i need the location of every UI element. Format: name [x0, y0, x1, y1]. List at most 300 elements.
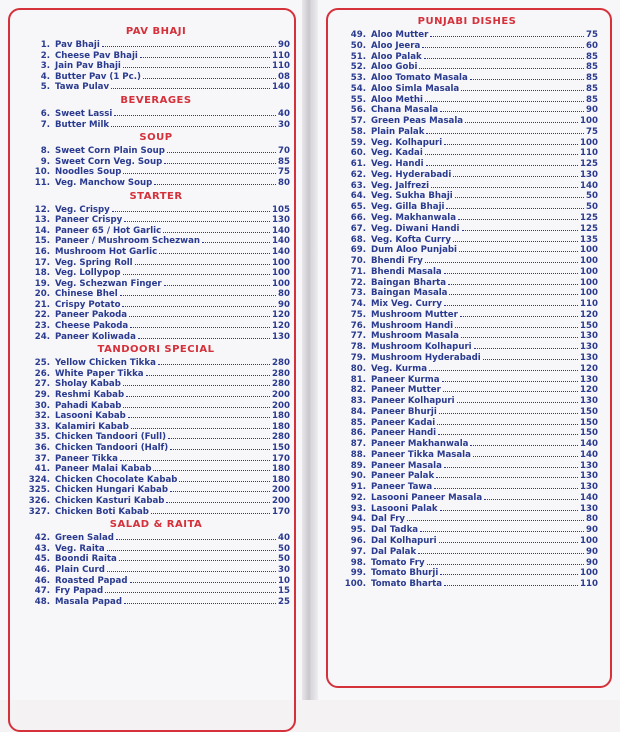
item-number: 67. [336, 224, 366, 235]
item-number: 96. [336, 536, 366, 547]
right-menu-column [336, 14, 598, 590]
menu-item [336, 331, 598, 342]
dot-leader [163, 232, 270, 233]
dot-leader [440, 574, 578, 575]
item-price: 50 [586, 202, 598, 213]
item-number: 5. [22, 82, 50, 93]
item-number: 75. [336, 310, 366, 321]
dot-leader [457, 402, 578, 403]
section-heading-starter: STARTER [22, 189, 290, 205]
item-name: Paneer Makhanwala [366, 439, 468, 450]
item-price: 85 [586, 95, 598, 106]
item-name: Kalamiri Kabab [50, 422, 129, 433]
item-price: 90 [278, 40, 290, 51]
item-number: 49. [336, 30, 366, 41]
dot-leader [154, 184, 276, 185]
item-number: 65. [336, 202, 366, 213]
dot-leader [453, 241, 578, 242]
dot-leader [465, 122, 578, 123]
item-name: Mushroom Handi [366, 321, 453, 332]
dot-leader [443, 391, 578, 392]
item-name: Veg. Makhanwala [366, 213, 456, 224]
menu-item [22, 120, 290, 131]
item-number: 60. [336, 148, 366, 159]
item-name: Chicken Chocolate Kabab [50, 475, 177, 486]
dot-leader [419, 68, 584, 69]
dot-leader [430, 36, 584, 37]
menu-item [22, 464, 290, 475]
item-price: 280 [272, 432, 290, 443]
menu-item [22, 268, 290, 279]
item-name: Lasooni Palak [366, 504, 438, 515]
menu-item [336, 547, 598, 558]
dot-leader [158, 364, 270, 365]
dot-leader [120, 295, 276, 296]
item-name: Butter Milk [50, 120, 109, 131]
dot-leader [449, 294, 578, 295]
item-name: Chicken Tandoori (Full) [50, 432, 166, 443]
menu-item [336, 504, 598, 515]
dot-leader [170, 491, 270, 492]
menu-item [336, 558, 598, 569]
item-number: 87. [336, 439, 366, 450]
menu-item [22, 82, 290, 93]
item-number: 18. [22, 268, 50, 279]
item-price: 130 [580, 353, 598, 364]
menu-item [336, 62, 598, 73]
item-price: 90 [586, 105, 598, 116]
item-name: Paneer Tikka [50, 454, 118, 465]
item-price: 40 [278, 109, 290, 120]
item-price: 100 [272, 279, 290, 290]
menu-item [22, 178, 290, 189]
item-name: Green Salad [50, 533, 114, 544]
menu-item [336, 52, 598, 63]
item-name: Paneer Palak [366, 471, 434, 482]
item-number: 52. [336, 62, 366, 73]
dot-leader [484, 499, 578, 500]
menu-item [336, 385, 598, 396]
menu-item [22, 321, 290, 332]
menu-item [336, 321, 598, 332]
menu-item [22, 226, 290, 237]
item-number: 66. [336, 213, 366, 224]
item-price: 100 [580, 267, 598, 278]
item-price: 120 [580, 310, 598, 321]
item-price: 100 [580, 536, 598, 547]
dot-leader [123, 67, 270, 68]
item-number: 22. [22, 310, 50, 321]
dot-leader [439, 413, 578, 414]
dot-leader [128, 417, 270, 418]
item-name: Veg. Sukha Bhaji [366, 191, 453, 202]
item-number: 14. [22, 226, 50, 237]
menu-item [336, 30, 598, 41]
menu-item [336, 95, 598, 106]
menu-item [22, 496, 290, 507]
item-number: 91. [336, 482, 366, 493]
item-number: 50. [336, 41, 366, 52]
item-number: 100. [336, 579, 366, 590]
item-name: Paneer 65 / Hot Garlic [50, 226, 161, 237]
dot-leader [124, 603, 276, 604]
item-price: 100 [272, 258, 290, 269]
item-name: Mushroom Kolhapuri [366, 342, 472, 353]
item-name: Aloo Palak [366, 52, 422, 63]
dot-leader [462, 230, 579, 231]
item-number: 81. [336, 375, 366, 386]
item-price: 10 [278, 576, 290, 587]
item-price: 70 [278, 146, 290, 157]
item-name: Chicken Hungari Kabab [50, 485, 168, 496]
menu-item [22, 146, 290, 157]
item-number: 29. [22, 390, 50, 401]
item-price: 85 [586, 73, 598, 84]
item-name: Paneer Masala [366, 461, 442, 472]
dot-leader [140, 57, 270, 58]
item-number: 59. [336, 138, 366, 149]
menu-item [22, 258, 290, 269]
menu-item [22, 507, 290, 518]
menu-item [22, 61, 290, 72]
item-number: 17. [22, 258, 50, 269]
item-name: Green Peas Masala [366, 116, 463, 127]
item-price: 50 [586, 191, 598, 202]
item-number: 1. [22, 40, 50, 51]
menu-item [336, 428, 598, 439]
dot-leader [105, 592, 276, 593]
item-name: Paneer Koliwada [50, 332, 136, 343]
item-name: Sweet Corn Plain Soup [50, 146, 165, 157]
dot-leader [483, 359, 578, 360]
item-price: 125 [580, 213, 598, 224]
item-number: 48. [22, 597, 50, 608]
menu-item [22, 167, 290, 178]
dot-leader [123, 173, 276, 174]
item-name: Mushroom Mutter [366, 310, 458, 321]
item-price: 140 [272, 236, 290, 247]
dot-leader [120, 460, 270, 461]
dot-leader [444, 585, 578, 586]
menu-item [22, 379, 290, 390]
item-name: Plain Curd [50, 565, 105, 576]
left-menu-column [22, 24, 290, 607]
item-name: Aloo Methi [366, 95, 423, 106]
dot-leader [129, 316, 270, 317]
item-price: 150 [580, 407, 598, 418]
item-name: White Paper Tikka [50, 369, 144, 380]
dot-leader [135, 264, 270, 265]
menu-item [336, 342, 598, 353]
item-name: Sweet Corn Veg. Soup [50, 157, 162, 168]
menu-item [336, 224, 598, 235]
item-name: Dal Palak [366, 547, 416, 558]
item-name: Sweet Lassi [50, 109, 112, 120]
item-number: 63. [336, 181, 366, 192]
dot-leader [123, 274, 271, 275]
item-price: 125 [580, 159, 598, 170]
dot-leader [429, 370, 578, 371]
item-number: 85. [336, 418, 366, 429]
item-name: Lasooni Kabab [50, 411, 126, 422]
item-number: 82. [336, 385, 366, 396]
item-number: 23. [22, 321, 50, 332]
dot-leader [460, 316, 578, 317]
menu-item [336, 278, 598, 289]
item-number: 77. [336, 331, 366, 342]
item-name: Veg. Crispy [50, 205, 110, 216]
menu-item [22, 422, 290, 433]
dot-leader [164, 285, 270, 286]
item-name: Jain Pav Bhaji [50, 61, 121, 72]
dot-leader [202, 242, 270, 243]
menu-item [336, 364, 598, 375]
dot-leader [470, 445, 578, 446]
dot-leader [426, 165, 578, 166]
menu-item [22, 454, 290, 465]
item-price: 100 [580, 256, 598, 267]
item-price: 08 [278, 72, 290, 83]
item-price: 130 [272, 332, 290, 343]
item-number: 83. [336, 396, 366, 407]
item-number: 68. [336, 235, 366, 246]
section-heading-tandoori-special: TANDOORI SPECIAL [22, 342, 290, 358]
item-price: 90 [586, 558, 598, 569]
dot-leader [166, 502, 270, 503]
item-number: 32. [22, 411, 50, 422]
item-name: Veg. Diwani Handi [366, 224, 460, 235]
item-name: Paneer Tawa [366, 482, 432, 493]
item-number: 27. [22, 379, 50, 390]
item-price: 85 [586, 84, 598, 95]
dot-leader [123, 385, 270, 386]
item-number: 2. [22, 51, 50, 62]
dot-leader [153, 470, 270, 471]
item-price: 140 [580, 181, 598, 192]
item-name: Paneer Malai Kabab [50, 464, 151, 475]
item-price: 110 [272, 61, 290, 72]
dot-leader [474, 348, 578, 349]
item-name: Dum Aloo Punjabi [366, 245, 457, 256]
dot-leader [427, 564, 584, 565]
item-price: 280 [272, 358, 290, 369]
item-price: 140 [272, 226, 290, 237]
item-name: Noodles Soup [50, 167, 121, 178]
menu-item [336, 84, 598, 95]
dot-leader [138, 338, 270, 339]
menu-item [336, 116, 598, 127]
item-name: Veg. Manchow Soup [50, 178, 152, 189]
item-name: Paneer Kolhapuri [366, 396, 455, 407]
dot-leader [420, 531, 584, 532]
item-name: Chicken Kasturi Kabab [50, 496, 164, 507]
item-number: 30. [22, 401, 50, 412]
dot-leader [431, 187, 578, 188]
menu-item [22, 432, 290, 443]
item-number: 46. [22, 576, 50, 587]
dot-leader [159, 253, 270, 254]
item-price: 170 [272, 507, 290, 518]
item-number: 72. [336, 278, 366, 289]
item-number: 45. [22, 554, 50, 565]
item-name: Bhendi Masala [366, 267, 442, 278]
item-name: Yellow Chicken Tikka [50, 358, 156, 369]
item-name: Masala Papad [50, 597, 122, 608]
menu-item [336, 41, 598, 52]
menu-item [22, 586, 290, 597]
item-name: Mix Veg. Curry [366, 299, 442, 310]
item-name: Tomato Bhurji [366, 568, 438, 579]
dot-leader [444, 273, 578, 274]
item-name: Roasted Papad [50, 576, 128, 587]
item-name: Plain Palak [366, 127, 424, 138]
item-name: Reshmi Kabab [50, 390, 124, 401]
menu-item [336, 299, 598, 310]
item-number: 324. [22, 475, 50, 486]
menu-item [22, 157, 290, 168]
item-price: 100 [272, 268, 290, 279]
item-price: 130 [580, 331, 598, 342]
item-name: Paneer Kurma [366, 375, 440, 386]
item-price: 75 [586, 30, 598, 41]
item-number: 43. [22, 544, 50, 555]
item-name: Veg. Spring Roll [50, 258, 133, 269]
item-number: 80. [336, 364, 366, 375]
item-name: Baingan Masala [366, 288, 447, 299]
item-price: 200 [272, 390, 290, 401]
item-name: Butter Pav (1 Pc.) [50, 72, 141, 83]
section-heading-soup: SOUP [22, 130, 290, 146]
menu-item [336, 245, 598, 256]
item-name: Paneer Kadai [366, 418, 435, 429]
menu-item [22, 215, 290, 226]
item-number: 24. [22, 332, 50, 343]
menu-item [336, 159, 598, 170]
dot-leader [107, 550, 276, 551]
item-name: Pahadi Kabab [50, 401, 121, 412]
item-name: Cheese Pav Bhaji [50, 51, 138, 62]
menu-item [22, 390, 290, 401]
item-number: 88. [336, 450, 366, 461]
item-number: 6. [22, 109, 50, 120]
item-name: Veg. Handi [366, 159, 424, 170]
item-price: 105 [272, 205, 290, 216]
item-price: 85 [586, 52, 598, 63]
item-price: 100 [580, 138, 598, 149]
section-heading-punjabi-dishes: PUNJABI DISHES [336, 14, 598, 30]
item-name: Dal Kolhapuri [366, 536, 437, 547]
menu-item [22, 475, 290, 486]
menu-item [336, 213, 598, 224]
item-number: 33. [22, 422, 50, 433]
item-number: 16. [22, 247, 50, 258]
dot-leader [434, 488, 578, 489]
item-price: 110 [580, 299, 598, 310]
item-price: 15 [278, 586, 290, 597]
item-price: 180 [272, 411, 290, 422]
item-name: Mushroom Hyderabadi [366, 353, 481, 364]
menu-item [336, 439, 598, 450]
item-number: 21. [22, 300, 50, 311]
item-number: 42. [22, 533, 50, 544]
item-number: 61. [336, 159, 366, 170]
menu-item [22, 565, 290, 576]
item-name: Pav Bhaji [50, 40, 100, 51]
dot-leader [151, 513, 270, 514]
item-price: 50 [278, 544, 290, 555]
item-price: 110 [580, 148, 598, 159]
item-name: Veg. Kofta Curry [366, 235, 451, 246]
item-price: 90 [586, 547, 598, 558]
item-number: 57. [336, 116, 366, 127]
menu-item [22, 109, 290, 120]
menu-item [336, 170, 598, 181]
item-price: 130 [580, 471, 598, 482]
item-name: Veg. Gilla Bhaji [366, 202, 444, 213]
item-name: Tawa Pulav [50, 82, 109, 93]
dot-leader [130, 327, 270, 328]
item-name: Aloo Mutter [366, 30, 428, 41]
item-number: 99. [336, 568, 366, 579]
dot-leader [164, 163, 276, 164]
menu-item [336, 73, 598, 84]
item-price: 140 [580, 493, 598, 504]
item-number: 56. [336, 105, 366, 116]
item-number: 47. [22, 586, 50, 597]
item-price: 30 [278, 120, 290, 131]
item-price: 100 [580, 116, 598, 127]
item-number: 15. [22, 236, 50, 247]
dot-leader [143, 78, 276, 79]
item-name: Veg. Kurma [366, 364, 427, 375]
item-name: Paneer Tikka Masala [366, 450, 471, 461]
item-number: 97. [336, 547, 366, 558]
item-name: Aloo Simla Masala [366, 84, 459, 95]
item-price: 150 [580, 321, 598, 332]
item-number: 62. [336, 170, 366, 181]
item-price: 200 [272, 496, 290, 507]
dot-leader [122, 306, 276, 307]
dot-leader [461, 337, 578, 338]
item-name: Chicken Tandoori (Half) [50, 443, 168, 454]
dot-leader [424, 58, 584, 59]
item-price: 130 [580, 504, 598, 515]
menu-fold [302, 0, 318, 700]
dot-leader [437, 424, 578, 425]
dot-leader [458, 219, 578, 220]
item-name: Dal Fry [366, 514, 405, 525]
menu-item [336, 407, 598, 418]
item-number: 84. [336, 407, 366, 418]
menu-item [336, 353, 598, 364]
item-price: 135 [580, 235, 598, 246]
dot-leader [425, 262, 578, 263]
item-number: 93. [336, 504, 366, 515]
item-number: 79. [336, 353, 366, 364]
menu-item [336, 482, 598, 493]
item-name: Baingan Bharta [366, 278, 446, 289]
section-heading-pav-bhaji: PAV BHAJI [22, 24, 290, 40]
dot-leader [425, 101, 584, 102]
dot-leader [111, 88, 270, 89]
item-name: Aloo Tomato Masala [366, 73, 468, 84]
item-name: Veg. Hyderabadi [366, 170, 451, 181]
item-name: Veg. Raita [50, 544, 105, 555]
item-price: 110 [272, 51, 290, 62]
menu-item [22, 597, 290, 608]
dot-leader [473, 456, 578, 457]
menu-item [336, 127, 598, 138]
